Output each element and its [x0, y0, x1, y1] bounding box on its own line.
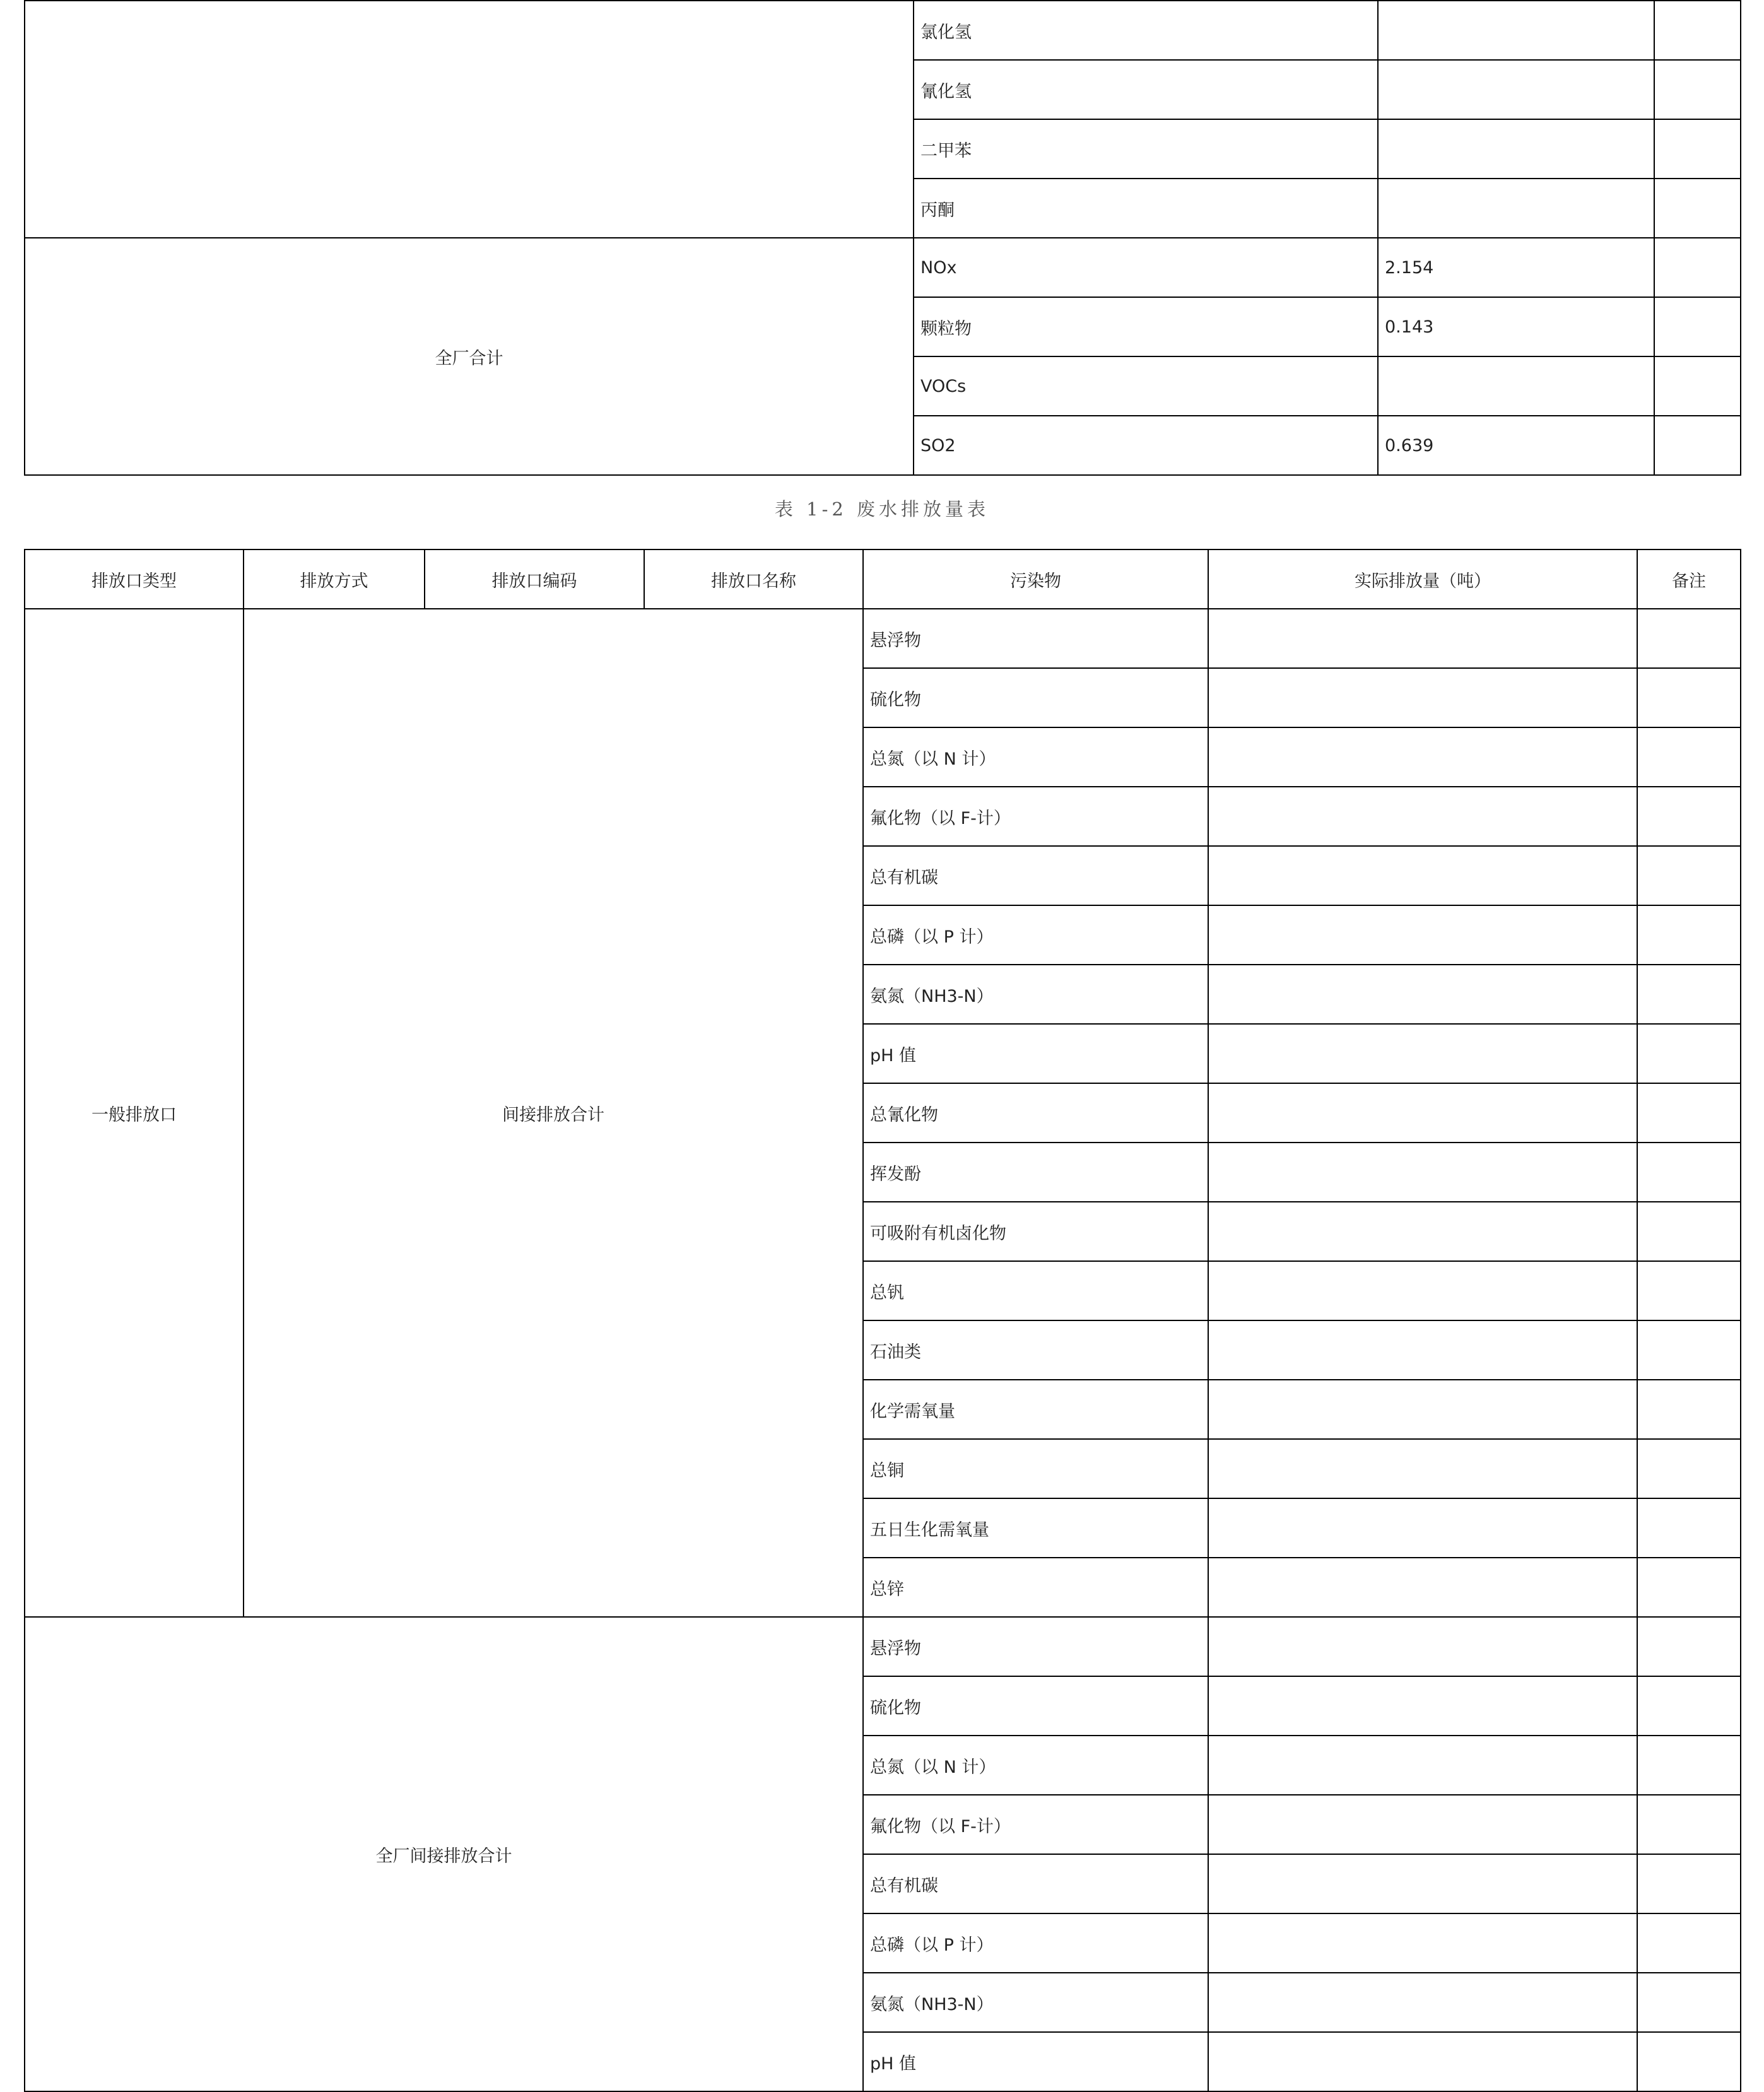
note-cell [1637, 1913, 1741, 1973]
note-cell [1637, 1202, 1741, 1261]
value-cell [1208, 727, 1637, 787]
value-cell: 2.154 [1378, 238, 1654, 297]
value-cell [1208, 1202, 1637, 1261]
outlet-type-cell: 一般排放口 [25, 609, 244, 1617]
value-cell [1208, 965, 1637, 1024]
note-cell [1637, 1676, 1741, 1736]
note-cell [1637, 2032, 1741, 2091]
value-cell: 0.639 [1378, 416, 1654, 475]
pollutant-cell: 总钒 [863, 1261, 1208, 1320]
note-cell [1637, 1083, 1741, 1143]
pollutant-cell: 硫化物 [863, 1676, 1208, 1736]
header-actual-amount: 实际排放量（吨） [1208, 549, 1637, 609]
header-outlet-code: 排放口编码 [425, 549, 644, 609]
pollutant-cell: 氨氮（NH3-N） [863, 1973, 1208, 2032]
value-cell [1378, 179, 1654, 238]
note-cell [1637, 1854, 1741, 1913]
pollutant-cell: 硫化物 [863, 668, 1208, 727]
pollutant-cell: 总有机碳 [863, 1854, 1208, 1913]
pollutant-cell: 总磷（以 P 计） [863, 905, 1208, 965]
value-cell [1208, 1617, 1637, 1676]
note-cell [1637, 965, 1741, 1024]
value-cell [1208, 1676, 1637, 1736]
pollutant-cell: 悬浮物 [863, 1617, 1208, 1676]
pollutant-cell: 总磷（以 P 计） [863, 1913, 1208, 1973]
table-header-row [25, 549, 1741, 609]
value-cell [1208, 1380, 1637, 1439]
value-cell: 0.143 [1378, 297, 1654, 356]
value-cell [1208, 1558, 1637, 1617]
pollutant-cell: 颗粒物 [914, 297, 1378, 356]
note-cell [1637, 1024, 1741, 1083]
header-outlet-type: 排放口类型 [25, 549, 244, 609]
pollutant-cell: 化学需氧量 [863, 1380, 1208, 1439]
wastewater-discharge-table [24, 549, 1741, 2092]
value-cell [1208, 787, 1637, 846]
note-cell [1654, 356, 1741, 416]
indirect-discharge-total-cell: 间接排放合计 [244, 609, 863, 1617]
value-cell [1208, 1320, 1637, 1380]
table-row [25, 238, 1741, 297]
plant-indirect-total-label: 全厂间接排放合计 [25, 1617, 863, 2091]
pollutant-cell: 可吸附有机卤化物 [863, 1202, 1208, 1261]
note-cell [1637, 1498, 1741, 1558]
value-cell [1208, 1973, 1637, 2032]
value-cell [1208, 1261, 1637, 1320]
header-pollutant: 污染物 [863, 549, 1208, 609]
note-cell [1637, 1558, 1741, 1617]
note-cell [1637, 1261, 1741, 1320]
note-cell [1654, 119, 1741, 179]
value-cell [1208, 1854, 1637, 1913]
value-cell [1208, 846, 1637, 905]
value-cell [1208, 1083, 1637, 1143]
note-cell [1637, 1795, 1741, 1854]
pollutant-cell: 氟化物（以 F-计） [863, 1795, 1208, 1854]
value-cell [1208, 1143, 1637, 1202]
pollutant-cell: 二甲苯 [914, 119, 1378, 179]
note-cell [1637, 905, 1741, 965]
pollutant-cell: NOx [914, 238, 1378, 297]
note-cell [1654, 297, 1741, 356]
value-cell [1208, 1736, 1637, 1795]
value-cell [1208, 609, 1637, 668]
header-outlet-name: 排放口名称 [644, 549, 863, 609]
note-cell [1637, 787, 1741, 846]
air-emission-table [24, 0, 1741, 476]
note-cell [1637, 609, 1741, 668]
note-cell [1637, 846, 1741, 905]
note-cell [1654, 1, 1741, 60]
pollutant-cell: 石油类 [863, 1320, 1208, 1380]
value-cell [1208, 1913, 1637, 1973]
header-discharge-mode: 排放方式 [244, 549, 425, 609]
note-cell [1654, 179, 1741, 238]
pollutant-cell: pH 值 [863, 2032, 1208, 2091]
value-cell [1378, 356, 1654, 416]
blank-cell [25, 1, 914, 238]
note-cell [1637, 1439, 1741, 1498]
pollutant-cell: 总铜 [863, 1439, 1208, 1498]
value-cell [1208, 905, 1637, 965]
note-cell [1637, 1320, 1741, 1380]
table-row [25, 1, 1741, 60]
header-note: 备注 [1637, 549, 1741, 609]
pollutant-cell: pH 值 [863, 1024, 1208, 1083]
value-cell [1208, 1439, 1637, 1498]
note-cell [1637, 1143, 1741, 1202]
note-cell [1637, 1617, 1741, 1676]
pollutant-cell: 总有机碳 [863, 846, 1208, 905]
value-cell [1378, 119, 1654, 179]
pollutant-cell: 五日生化需氧量 [863, 1498, 1208, 1558]
pollutant-cell: SO2 [914, 416, 1378, 475]
pollutant-cell: 悬浮物 [863, 609, 1208, 668]
note-cell [1637, 1736, 1741, 1795]
value-cell [1208, 2032, 1637, 2091]
value-cell [1378, 60, 1654, 119]
pollutant-cell: 总氮（以 N 计） [863, 727, 1208, 787]
value-cell [1208, 1024, 1637, 1083]
pollutant-cell: 总锌 [863, 1558, 1208, 1617]
wastewater-table-body [25, 609, 1741, 2091]
note-cell [1637, 668, 1741, 727]
plant-total-label: 全厂合计 [25, 238, 914, 475]
pollutant-cell: 氰化氢 [914, 60, 1378, 119]
value-cell [1378, 1, 1654, 60]
pollutant-cell: VOCs [914, 356, 1378, 416]
pollutant-cell: 氯化氢 [914, 1, 1378, 60]
pollutant-cell: 挥发酚 [863, 1143, 1208, 1202]
note-cell [1637, 1973, 1741, 2032]
value-cell [1208, 668, 1637, 727]
note-cell [1654, 238, 1741, 297]
table-row [25, 609, 1741, 668]
pollutant-cell: 总氰化物 [863, 1083, 1208, 1143]
table-row [25, 1617, 1741, 1676]
pollutant-cell: 氟化物（以 F-计） [863, 787, 1208, 846]
value-cell [1208, 1498, 1637, 1558]
value-cell [1208, 1795, 1637, 1854]
note-cell [1637, 1380, 1741, 1439]
note-cell [1637, 727, 1741, 787]
table-caption: 表 1-2 废水排放量表 [774, 498, 990, 520]
pollutant-cell: 总氮（以 N 计） [863, 1736, 1208, 1795]
note-cell [1654, 60, 1741, 119]
note-cell [1654, 416, 1741, 475]
pollutant-cell: 丙酮 [914, 179, 1378, 238]
pollutant-cell: 氨氮（NH3-N） [863, 965, 1208, 1024]
